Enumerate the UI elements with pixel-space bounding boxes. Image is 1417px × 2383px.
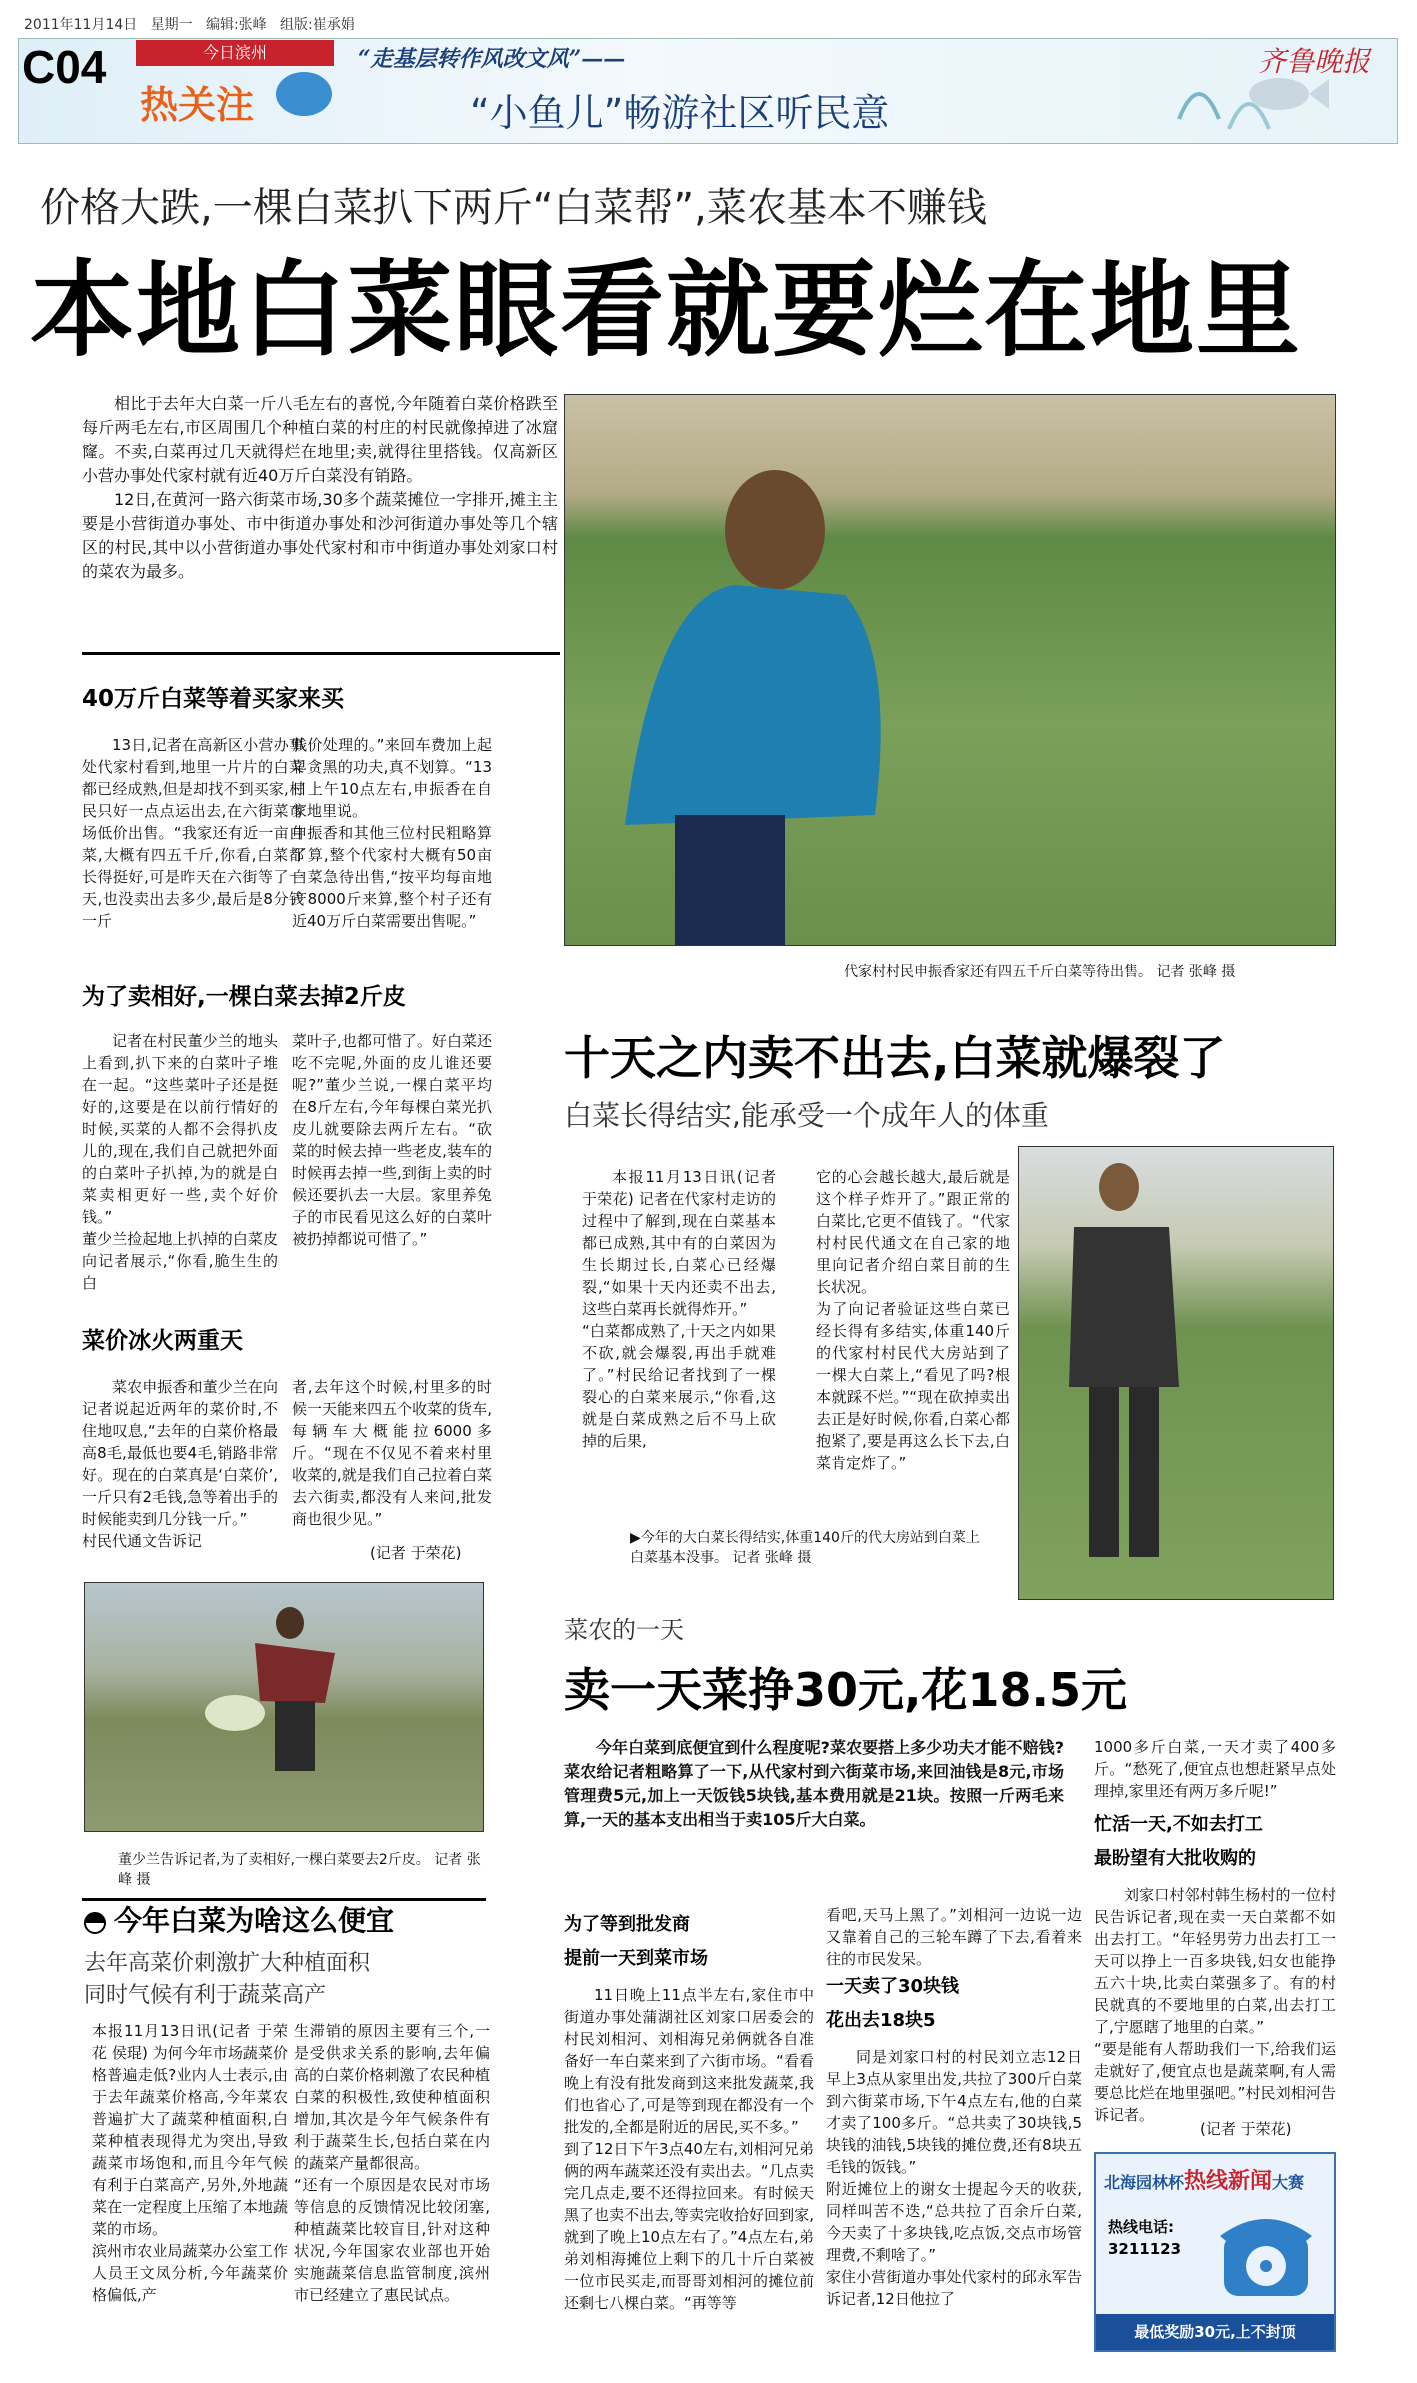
photo2-caption: 董少兰告诉记者,为了卖相好,一棵白菜要去2斤皮。 记者 张峰 摄 bbox=[118, 1852, 481, 1888]
s4-col-a: 本报11月13日讯(记者 于荣花 侯琨) 为何今年市场蔬菜价格普遍走低?业内人士表示,由于去年蔬菜价格高,今年菜农普遍扩大了蔬菜种植面积,白菜种植表现得尤为突出,导致蔬菜市场饱和,而且今年气候有利于白菜高产,另外,外地蔬菜在一定程度上压缩了本地蔬菜的市场。 滨州市农业局蔬菜办公室工作人员王文凤分析,今年蔬菜价格偏低,产 bbox=[92, 2022, 288, 2304]
lead-intro-p2: 12日,在黄河一路六街菜市场,30多个蔬菜摊位一字排开,摊主主要是小营街道办事处、市中街道办事处和沙河街道办事处等几个辖区的村民,其中以小营街道办事处代家村和市中街道办事处刘家口村的菜农为最多。 bbox=[82, 490, 558, 581]
divider bbox=[82, 652, 560, 655]
column-name: 热关注 bbox=[140, 83, 255, 127]
man-figure bbox=[1019, 1147, 1334, 1600]
story3-sub-a2: 提前一天到菜市场 bbox=[564, 1948, 708, 1969]
lead-intro bbox=[82, 392, 558, 584]
hotline-ad bbox=[1094, 2152, 1336, 2352]
story2-photo-caption: ▶今年的大白菜长得结实,体重140斤的代大房站到白菜上白菜基本没事。 记者 张峰 摄 bbox=[630, 1530, 980, 1566]
photo-man-standing-on-cabbage bbox=[1018, 1146, 1334, 1600]
s3-byline: (记者 于荣花) bbox=[370, 1544, 462, 1562]
story3-sub-c1: 忙活一天,不如去打工 bbox=[1094, 1814, 1263, 1835]
lead-photo-cabbage-field bbox=[564, 394, 1336, 946]
story3-col-c: 刘家口村邻村韩生杨村的一位村民告诉记者,现在卖一天白菜都不如出去打工。“年轻男劳力出去打工一天可以挣上一百多块钱,妇女也能挣五六十块,比卖白菜强多了。有的村民就真的不要地里的白菜,出去打工了,宁愿瞎了地里的白菜。” “要是能有人帮助我们一下,给我们运走就好了,便宜点也是蔬菜啊,有人需要总比烂在地里强吧。”村民刘相河告诉记者。 bbox=[1094, 1886, 1336, 2124]
s4-subtitle-1: 去年高菜价刺激扩大种植面积 bbox=[84, 1951, 371, 1976]
story3-col-c-top: 1000多斤白菜,一天才卖了400多斤。“愁死了,便宜点也想赶紧早点处理掉,家里还有两万多斤呢!” bbox=[1094, 1738, 1336, 1800]
story3-sub-c2: 最盼望有大批收购的 bbox=[1094, 1848, 1256, 1869]
story3-col-a: 11日晚上11点半左右,家住市中街道办事处蒲湖社区刘家口居委会的村民刘相河、刘相海兄弟俩就各自准备好一车白菜来到了六街市场。“看看晚上有没有批发商到这来批发蔬菜,我们也省心了,可是等到现在都没有一个批发的,全都是附近的居民,买不多。” 到了12日下午3点40左右,刘相河兄弟俩的两车蔬菜还没有卖出去。“几点卖完几点走,要不还得拉回来。有时候天黑了也卖不出去,等卖完收拾好回到家,就到了晚上10点左右了。”4点左右,弟弟刘相海摊位上剩下的几十斤白菜被一位市民买走,而哥哥刘相河的摊位前还剩七八棵白菜。“再等等 bbox=[564, 1986, 814, 2312]
ad-prize: 最低奖励30元,上不封顶 bbox=[1096, 2314, 1334, 2350]
telephone-icon bbox=[1216, 2206, 1316, 2302]
photo-peeling-cabbage bbox=[84, 1582, 484, 1832]
woman-figure bbox=[85, 1583, 484, 1832]
story3-byline: (记者 于荣花) bbox=[1200, 2120, 1292, 2138]
story3-title: 卖一天菜挣30元,花18.5元 bbox=[564, 1663, 1127, 1717]
farmer-figure bbox=[565, 395, 1336, 946]
story2-col-b: 它的心会越长越大,最后就是这个样子炸开了。”跟正常的白菜比,它更不值钱了。“代家村村民代通文在自己家的地里向记者介绍白菜目前的生长状况。 为了向记者验证这些白菜已经长得有多结实,体重140斤的代家村村民代大房站到了一棵大白菜上,“看见了吗?根本就踩不烂。”“现在砍掉卖出去正是好时候,你看,白菜心都抱紧了,要是再这么长下去,白菜肯定炸了。” bbox=[816, 1168, 1010, 1472]
divider bbox=[82, 1898, 486, 1901]
s2-title: 为了卖相好,一棵白菜去掉2斤皮 bbox=[82, 984, 406, 1010]
ad-title bbox=[1104, 2164, 1304, 2195]
section-title: “小鱼儿”畅游社区听民意 bbox=[470, 91, 890, 135]
issue-meta: 2011年11月14日 星期一 编辑:张峰 组版:崔承娟 bbox=[24, 17, 355, 33]
lead-title: 本地白菜眼看就要烂在地里 bbox=[30, 249, 1303, 371]
s3-col-a: 菜农申振香和董少兰在向记者说起近两年的菜价时,不住地叹息,“去年的白菜价格最高8毛,最低也要4毛,销路非常好。现在的白菜真是‘白菜价’,一斤只有2毛钱,急等着出手的时候能卖到几分钱一斤。” 村民代通文告诉记 bbox=[82, 1378, 278, 1550]
story2-subtitle: 白菜长得结实,能承受一个成年人的体重 bbox=[564, 1099, 1049, 1132]
story3-intro: 今年白菜到底便宜到什么程度呢?菜农要搭上多少功夫才能不赔钱?菜农给记者粗略算了一下,从代家村到六街菜市场,来回油钱是8元,市场管理费5元,加上一天饭钱5块钱,基本费用就是21块。按照一斤两毛来算,一天的基本支出相当于卖105斤大白菜。 bbox=[564, 1738, 1064, 1829]
s4-subtitle-2: 同时气候有利于蔬菜高产 bbox=[84, 1983, 327, 2008]
s1-col-a: 13日,记者在高新区小营办事处代家村看到,地里一片片的白菜都已经成熟,但是却找不到买家,村民只好一点点运出去,在六街菜市场低价出售。“我家还有近一亩白菜,大概有四五千斤,你看,白菜都长得挺好,可是昨天在六街等了一天,也没卖出去多少,最后是8分钱一斤 bbox=[82, 736, 304, 930]
column-tag: 今日滨州 bbox=[136, 40, 334, 66]
s3-col-b: 者,去年这个时候,村里多的时候一天能来四五个收菜的货车,每辆车大概能拉6000多斤。“现在不仅见不着来村里收菜的,就是我们自己拉着白菜去六街卖,都没有人来问,批发商也很少见。” bbox=[292, 1378, 492, 1528]
bullet-icon bbox=[84, 1912, 106, 1934]
lead-subhead: 价格大跌,一棵白菜扒下两斤“白菜帮”,菜农基本不赚钱 bbox=[40, 185, 987, 231]
section-kicker: “走基层转作风改文风”—— bbox=[358, 46, 626, 72]
story3-sub-b2: 花出去18块5 bbox=[826, 2010, 936, 2031]
lead-intro-p1: 相比于去年大白菜一斤八毛左右的喜悦,今年随着白菜价格跌至每斤两毛左右,市区周围几个种植白菜的村庄的村民就像掉进了冰窟窿。不卖,白菜再过几天就得烂在地里;卖,就得往里搭钱。仅高新区小营办事处代家村就有近40万斤白菜没有销路。 bbox=[82, 394, 558, 485]
lead-photo-caption: 代家村村民申振香家还有四五千斤白菜等待出售。 记者 张峰 摄 bbox=[844, 964, 1236, 980]
page-number: C04 bbox=[22, 41, 107, 93]
story3-sub-b1: 一天卖了30块钱 bbox=[826, 1976, 960, 1997]
s1-title: 40万斤白菜等着买家来买 bbox=[82, 686, 345, 712]
ad-title-1: 北海园林杯 bbox=[1104, 2173, 1185, 2192]
story2-col-a: 本报11月13日讯(记者 于荣花) 记者在代家村走访的过程中了解到,现在白菜基本都已成熟,其中有的白菜因为生长期过长,白菜心已经爆裂,“如果十天内还卖不出去,这些白菜再长就得炸开。” “白菜都成熟了,十天之内如果不砍,就会爆裂,再出手就难了。”村民给记者找到了一棵裂心的白菜来展示,“你看,这就是白菜成熟之后不马上砍掉的后果, bbox=[582, 1168, 776, 1450]
s2-col-b: 菜叶子,也都可惜了。好白菜还吃不完呢,外面的皮儿谁还要呢?”董少兰说,一棵白菜平均在8斤左右,今年每棵白菜光扒皮儿就要除去两斤左右。“砍菜的时候去掉一些老皮,装车的时候再去掉一些,到街上卖的时候还要扒去一大层。家里养兔子的市民看见这么好的白菜叶被扔掉都说可惜了。” bbox=[292, 1032, 492, 1248]
story2-title: 十天之内卖不出去,白菜就爆裂了 bbox=[564, 1031, 1226, 1085]
story3-sub-a1: 为了等到批发商 bbox=[564, 1914, 690, 1935]
ad-title-2: 热线新闻 bbox=[1184, 2169, 1273, 2194]
story3-col-b-top: 看吧,天马上黑了。”刘相河一边说一边又靠着自己的三轮车蹲了下去,看着来往的市民发呆。 bbox=[826, 1906, 1082, 1968]
s1-col-b: 贱价处理的。”来回车费加上起早贪黑的功夫,真不划算。“13日上午10点左右,申振香在自家地里说。 申振香和其他三位村民粗略算了算,整个代家村大概有50亩白菜急待出售,“按平均每亩地产8000斤来算,整个村子还有近40万斤白菜需要出售呢。” bbox=[292, 736, 492, 930]
story3-col-b: 同是刘家口村的村民刘立志12日早上3点从家里出发,共拉了300斤白菜到六街菜市场,下午4点左右,他的白菜才卖了100多斤。“总共卖了30块钱,5块钱的油钱,5块钱的摊位费,还有8块五毛钱的饭钱。” 附近摊位上的谢女士提起今天的收获,同样叫苦不迭,“总共拉了百余斤白菜,今天卖了十多块钱,吃点饭,交点市场管理费,不剩啥了。” 家住小营街道办事处代家村的邱永军告诉记者,12日他拉了 bbox=[826, 2048, 1082, 2308]
s4-title: 今年白菜为啥这么便宜 bbox=[114, 1904, 395, 1937]
s3-title: 菜价冰火两重天 bbox=[82, 1328, 243, 1354]
newspaper-logo: 齐鲁晚报 bbox=[1258, 45, 1371, 78]
ad-phone-label: 热线电话: bbox=[1108, 2218, 1174, 2236]
story3-kicker: 菜农的一天 bbox=[564, 1616, 684, 1644]
ad-title-3: 大赛 bbox=[1272, 2173, 1305, 2192]
s4-col-b: 生滞销的原因主要有三个,一是受供求关系的影响,去年偏高的白菜价格刺激了农民种植白菜的积极性,致使种植面积增加,其次是今年气候条件有利于蔬菜生长,包括白菜在内的蔬菜产量都很高。 “还有一个原因是农民对市场等信息的反馈情况比较闭塞,种植蔬菜比较盲目,针对这种状况,今年国家农业部也开始实施蔬菜信息监管制度,滨州市已经建立了惠民试点。 bbox=[294, 2022, 490, 2304]
ad-phone: 3211123 bbox=[1108, 2240, 1182, 2258]
s2-col-a: 记者在村民董少兰的地头上看到,扒下来的白菜叶子堆在一起。“这些菜叶子还是挺好的,这要是在以前行情好的时候,买菜的人都不会得扒皮儿的,现在,我们自己就把外面的白菜叶子扒掉,为的就是白菜卖相更好一些,卖个好价钱。” 董少兰捡起地上扒掉的白菜皮向记者展示,“你看,脆生生的白 bbox=[82, 1032, 278, 1292]
fish-icon bbox=[276, 72, 332, 116]
